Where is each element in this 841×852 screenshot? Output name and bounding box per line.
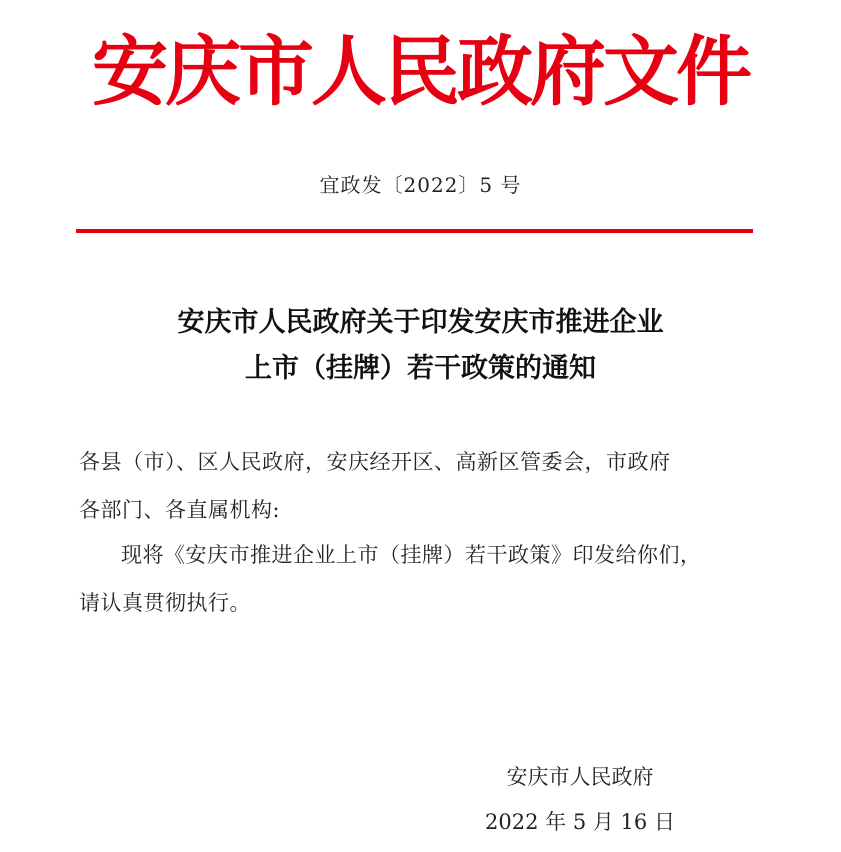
addressee-line-1: 各县（市）、区人民政府，安庆经开区、高新区管委会，市政府 xyxy=(79,450,671,474)
notice-title-line-2: 上市（挂牌）若干政策的通知 xyxy=(245,353,596,384)
signature-date: 2022 年 5 月 16 日 xyxy=(485,810,675,834)
document-number: 宜政发〔2022〕5 号 xyxy=(319,173,522,197)
body-paragraph-line-1: 现将《安庆市推进企业上市（挂牌）若干政策》印发给你们， xyxy=(121,543,702,567)
notice-title xyxy=(0,300,841,392)
body-paragraph xyxy=(79,531,769,627)
signature-organization: 安庆市人民政府 xyxy=(506,765,654,789)
addressee-block xyxy=(79,438,769,534)
body-paragraph-line-2: 请认真贯彻执行。 xyxy=(79,591,251,615)
addressee-line-2: 各部门、各直属机构: xyxy=(79,498,281,522)
notice-title-line-1: 安庆市人民政府关于印发安庆市推进企业 xyxy=(177,307,664,338)
red-divider-line xyxy=(76,229,753,233)
document-masthead: 安庆市人民政府文件 xyxy=(92,27,749,116)
